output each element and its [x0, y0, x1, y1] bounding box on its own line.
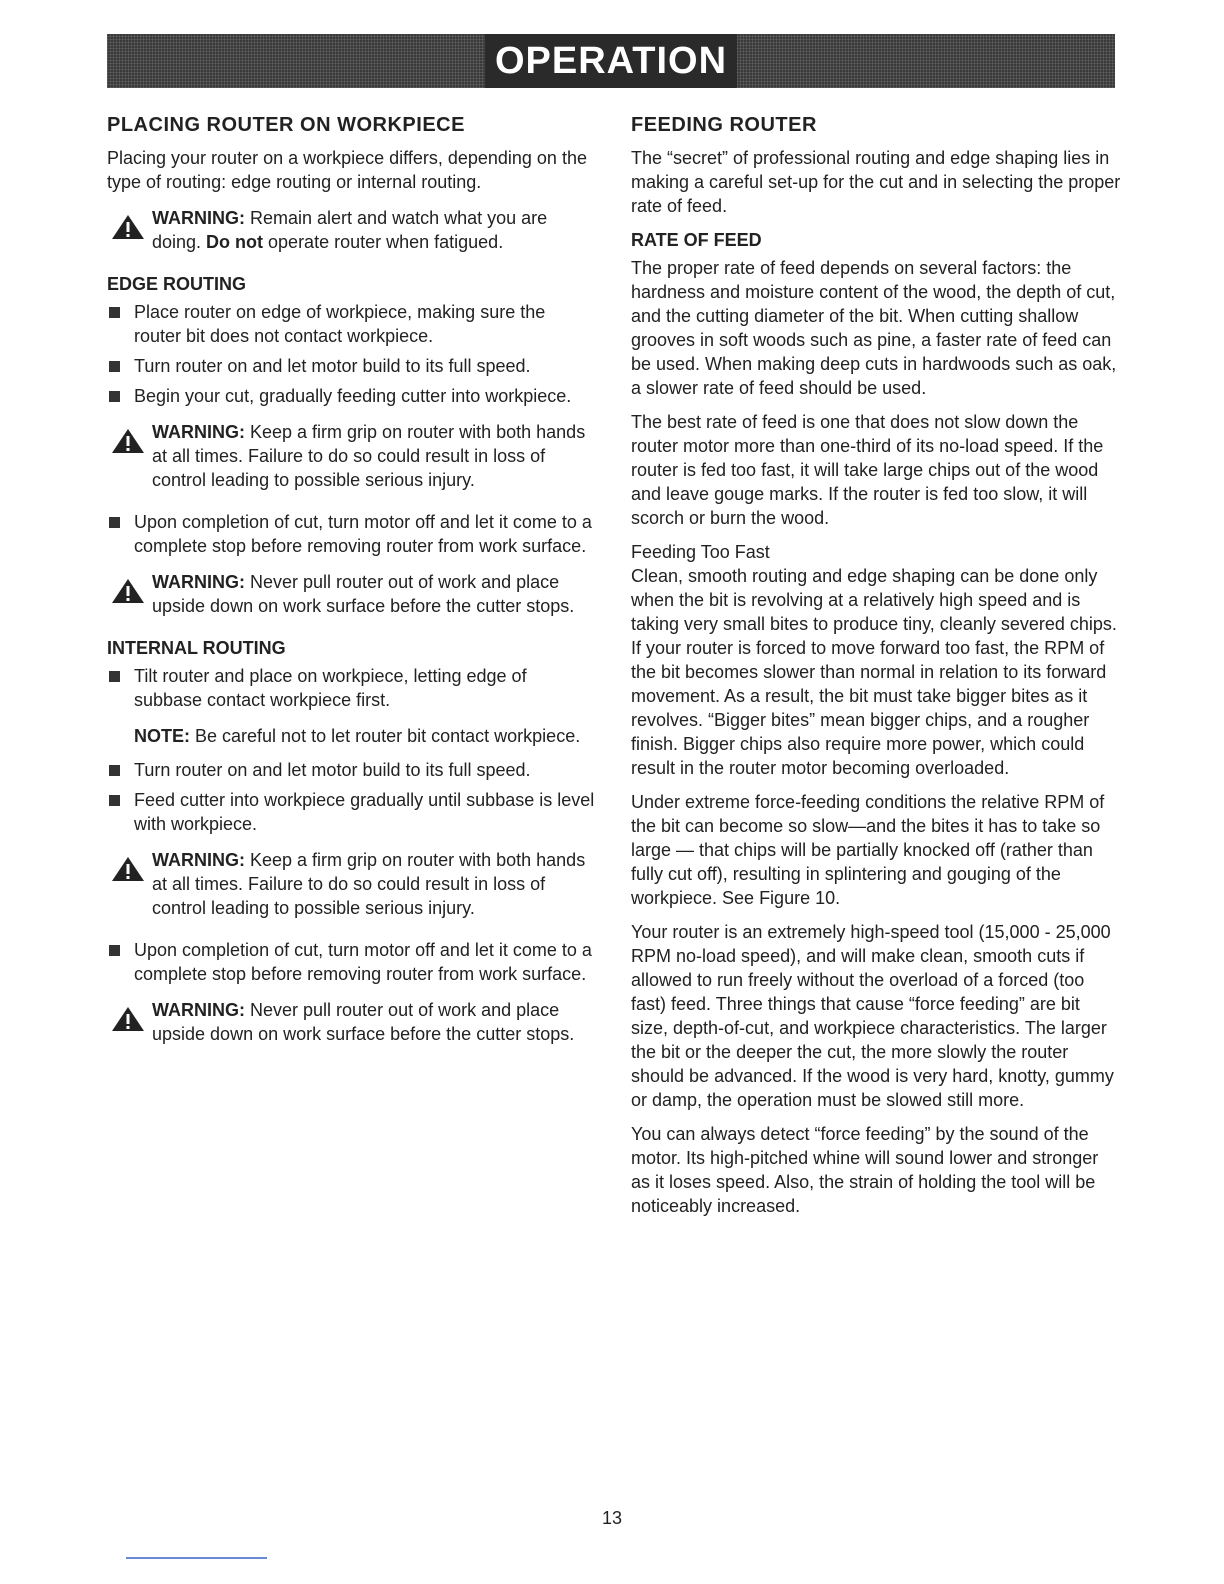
square-bullet-icon — [109, 795, 120, 806]
intro-paragraph: Placing your router on a workpiece differs, depending on the type of routing: edge routing or internal routing. — [107, 148, 587, 192]
square-bullet-icon — [109, 361, 120, 372]
square-bullet-icon — [109, 307, 120, 318]
left-column — [107, 112, 597, 1064]
note: NOTE: Be careful not to let router bit contact workpiece. — [134, 726, 581, 746]
warning-block: WARNING: Never pull router out of work and place upside down on work surface before the cutter stops. — [107, 998, 597, 1046]
list-item: Feed cutter into workpiece gradually until subbase is level with workpiece. — [107, 788, 597, 836]
warning-label: WARNING: — [152, 572, 245, 592]
warning-triangle-icon — [111, 1006, 145, 1032]
feeding-paragraph-3: Clean, smooth routing and edge shaping can be done only when the bit is revolving at a relatively high speed and is taking very small bites to produce tiny, cleanly severed chips. If your router is forced to move forward too fast, the RPM of the bit becomes slower than normal in relation to its forward movement. As a result, the bit must take bigger bites as it revolves. “Bigger bites” mean bigger chips, and a rougher finish. Bigger chips also require more power, which could result in the router motor becoming overloaded. — [631, 566, 1117, 778]
rate-paragraph-1: The proper rate of feed depends on several factors: the hardness and moisture content of the wood, the depth of cut, and the cutting diameter of the bit. When cutting shallow grooves in soft woods such as pine, a faster rate of feed can be used. When making deep cuts in hardwoods such as oak, a slower rate of feed should be used. — [631, 258, 1117, 398]
heading-internal-routing: INTERNAL ROUTING — [107, 638, 286, 658]
feeding-intro: The “secret” of professional routing and edge shaping lies in making a careful set-up for the cut and in selecting the proper rate of feed. — [631, 148, 1121, 216]
internal-routing-steps — [107, 664, 597, 712]
warning-triangle-icon — [111, 856, 145, 882]
warning-block: WARNING: Never pull router out of work and place upside down on work surface before the cutter stops. — [107, 570, 597, 618]
list-item: Turn router on and let motor build to its full speed. — [107, 354, 597, 378]
list-item: Tilt router and place on workpiece, letting edge of subbase contact workpiece first. — [107, 664, 597, 712]
warning-triangle-icon — [111, 578, 145, 604]
warning-label: WARNING: — [152, 1000, 245, 1020]
banner-title: OPERATION — [485, 34, 737, 88]
warning-label: WARNING: — [152, 850, 245, 870]
square-bullet-icon — [109, 517, 120, 528]
heading-placing-router: PLACING ROUTER ON WORKPIECE — [107, 114, 465, 136]
list-item: Place router on edge of workpiece, making sure the router bit does not contact workpiece. — [107, 300, 597, 348]
edge-routing-steps-2 — [107, 510, 597, 558]
warning-label: WARNING: — [152, 422, 245, 442]
list-item: Upon completion of cut, turn motor off and let it come to a complete stop before removing router from work surface. — [107, 510, 597, 558]
heading-feeding-router: FEEDING ROUTER — [631, 114, 817, 136]
heading-edge-routing: EDGE ROUTING — [107, 274, 247, 294]
page-number: 13 — [601, 1508, 623, 1528]
feeding-paragraph-6: You can always detect “force feeding” by the sound of the motor. Its high-pitched whine will sound lower and stronger as it loses speed. Also, the strain of holding the tool will be noticeably increased. — [631, 1124, 1099, 1216]
section-banner — [107, 34, 1115, 88]
warning-block: WARNING: Keep a firm grip on router with both hands at all times. Failure to do so could result in loss of control leading to possible serious injury. — [107, 420, 597, 492]
internal-routing-steps-3 — [107, 938, 597, 986]
square-bullet-icon — [109, 391, 120, 402]
feeding-paragraph-5: Your router is an extremely high-speed tool (15,000 - 25,000 RPM no-load speed), and will make clean, smooth cuts if allowed to run freely without the overload of a forced (too fast) feed. Three things that cause “force feeding” are bit size, depth-of-cut, and workpiece characteristics. The larger the bit or the deeper the cut, the more slowly the router should be advanced. If the wood is very hard, knotty, gummy or damp, the operation must be slowed still more. — [631, 922, 1114, 1110]
edge-routing-steps — [107, 300, 597, 408]
feeding-paragraph-4: Under extreme force-feeding conditions the relative RPM of the bit can become so slow—and the bites it has to take so large — that chips will be partially knocked off (rather than fully cut off), resulting in splintering and gouging of the workpiece. See Figure 10. — [631, 792, 1105, 908]
square-bullet-icon — [109, 671, 120, 682]
warning-label: WARNING: — [152, 208, 245, 228]
heading-rate-of-feed: RATE OF FEED — [631, 230, 762, 250]
square-bullet-icon — [109, 765, 120, 776]
warning-block: WARNING: Keep a firm grip on router with both hands at all times. Failure to do so could result in loss of control leading to possible serious injury. — [107, 848, 597, 920]
rate-paragraph-2: The best rate of feed is one that does not slow down the router motor more than one-third of its no-load speed. If the router is fed too fast, it will take large chips out of the wood and leave gouge marks. If the router is fed too slow, it will scorch or burn the wood. — [631, 412, 1104, 528]
subheading-feeding-too-fast: Feeding Too Fast — [631, 542, 770, 562]
right-column — [631, 112, 1121, 1228]
internal-routing-steps-2 — [107, 758, 597, 836]
list-item: Turn router on and let motor build to its full speed. — [107, 758, 597, 782]
square-bullet-icon — [109, 945, 120, 956]
list-item: Upon completion of cut, turn motor off and let it come to a complete stop before removing router from work surface. — [107, 938, 597, 986]
warning-triangle-icon — [111, 428, 145, 454]
list-item: Begin your cut, gradually feeding cutter into workpiece. — [107, 384, 597, 408]
warning-triangle-icon — [111, 214, 145, 240]
footer-underline — [126, 1557, 267, 1559]
warning-block: WARNING: Remain alert and watch what you are doing. Do not operate router when fatigued. — [107, 206, 597, 254]
